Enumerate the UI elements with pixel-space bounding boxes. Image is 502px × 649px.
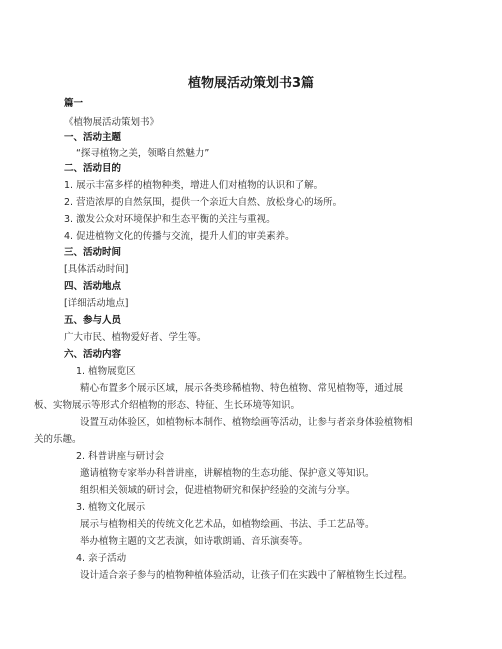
body-line: 举办植物主题的文艺表演，如诗歌朗诵、音乐演奏等。 [80, 536, 309, 547]
section-heading: 篇一 [64, 98, 84, 109]
body-line: “探寻植物之美，领略自然魅力” [76, 148, 210, 159]
body-line: 组织相关领域的研讨会，促进植物研究和保护经验的交流与分享。 [80, 485, 356, 496]
body-line: 2. 科普讲座与研讨会 [76, 451, 165, 462]
section-heading: 四、活动地点 [64, 281, 122, 292]
body-line: [详细活动地点] [64, 298, 129, 309]
body-line: 4. 促进植物文化的传播与交流，提升人们的审美素养。 [64, 231, 295, 242]
body-line: 3. 激发公众对环境保护和生态平衡的关注与重视。 [64, 214, 276, 225]
body-line: 精心布置多个展示区域，展示各类珍稀植物、特色植物、常见植物等，通过展 [80, 383, 404, 394]
body-line: 设置互动体验区，如植物标本制作、植物绘画等活动，让参与者亲身体验植物相 [80, 417, 413, 428]
body-line: 关的乐趣。 [34, 434, 82, 445]
section-heading: 三、活动时间 [64, 247, 122, 258]
body-line: [具体活动时间] [64, 264, 129, 275]
body-line: 1. 植物展览区 [76, 366, 136, 377]
body-line: 《植物展活动策划书》 [64, 117, 160, 128]
body-line: 4. 亲子活动 [76, 553, 127, 564]
section-heading: 二、活动目的 [64, 163, 122, 174]
body-line: 邀请植物专家举办科普讲座，讲解植物的生态功能、保护意义等知识。 [80, 468, 375, 479]
body-line: 2. 营造浓厚的自然氛围，提供一个亲近大自然、放松身心的场所。 [64, 197, 343, 208]
document-title: 植物展活动策划书3篇 [187, 76, 315, 91]
body-line: 设计适合亲子参与的植物种植体验活动，让孩子们在实践中了解植物生长过程。 [80, 570, 413, 581]
body-line: 广大市民、植物爱好者、学生等。 [64, 332, 207, 343]
section-heading: 一、活动主题 [64, 132, 122, 143]
body-line: 展示与植物相关的传统文化艺术品，如植物绘画、书法、手工艺品等。 [80, 519, 375, 530]
body-line: 1. 展示丰富多样的植物种类，增进人们对植物的认识和了解。 [64, 180, 324, 191]
section-heading: 六、活动内容 [64, 349, 122, 360]
body-line: 3. 植物文化展示 [76, 502, 146, 513]
section-heading: 五、参与人员 [64, 315, 122, 326]
body-line: 板、实物展示等形式介绍植物的形态、特征、生长环境等知识。 [34, 400, 301, 411]
